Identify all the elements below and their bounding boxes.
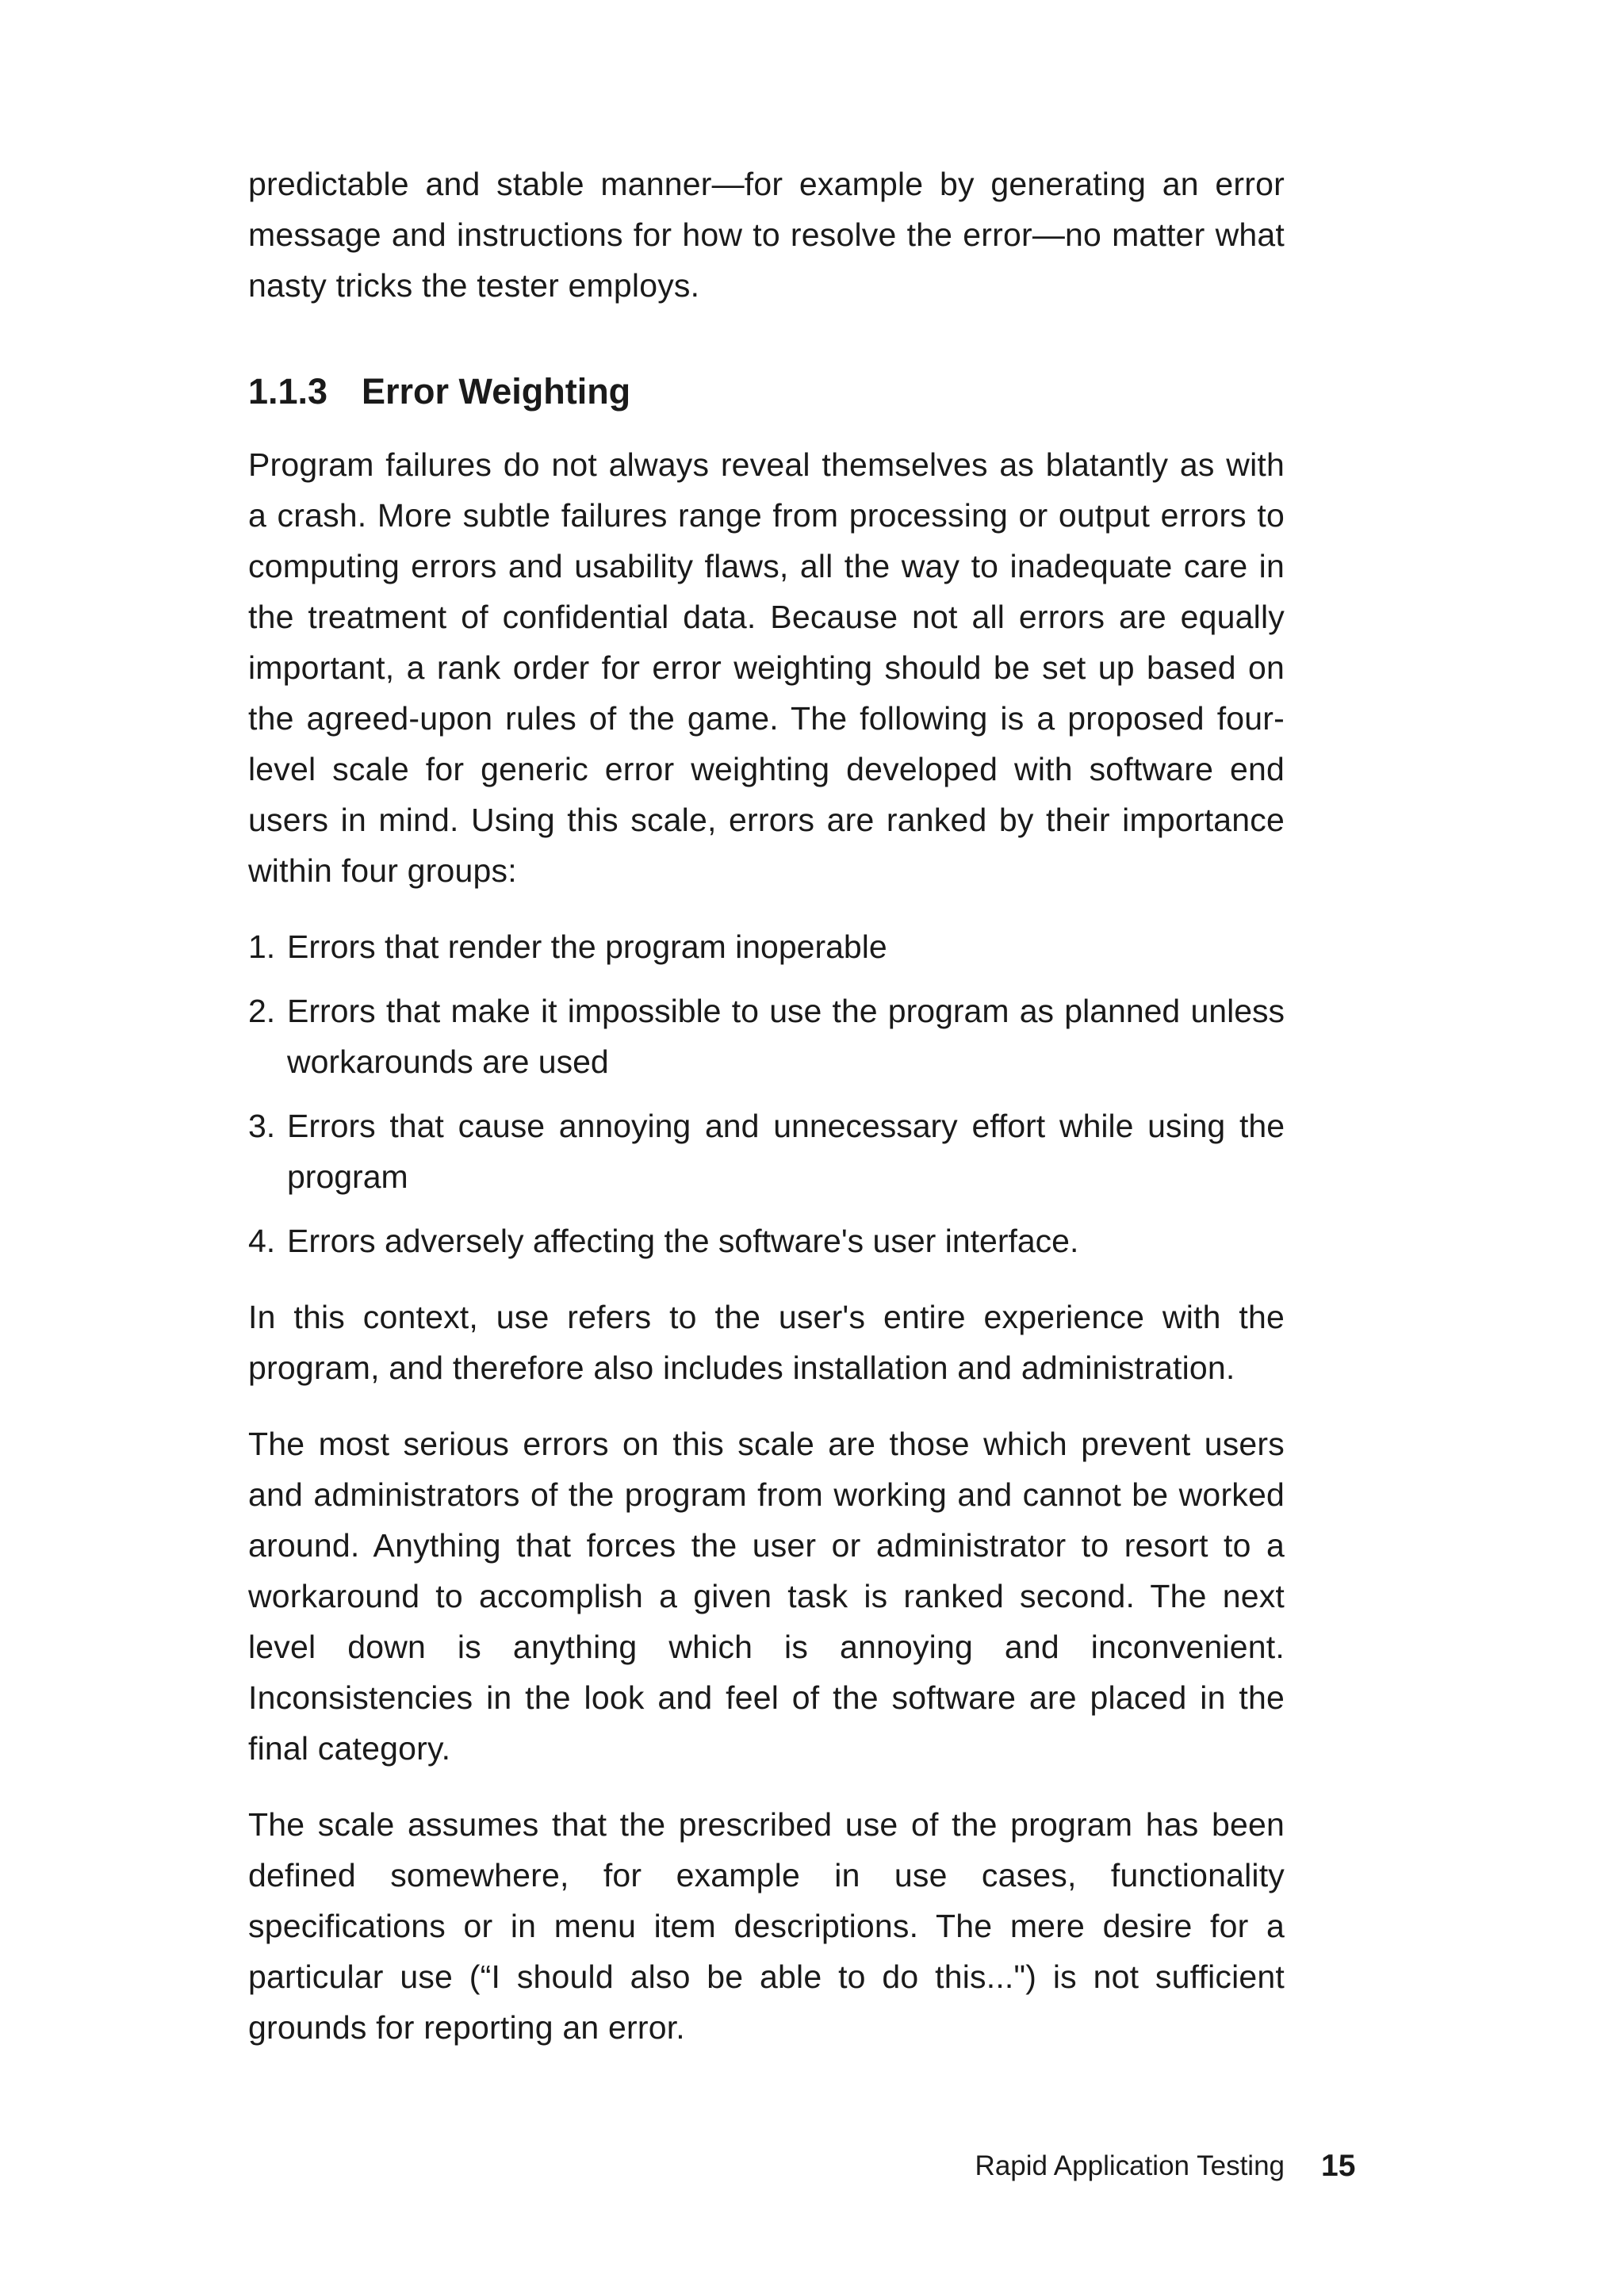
list-item bbox=[248, 1216, 1285, 1266]
list-item-number: 2. bbox=[248, 993, 276, 1029]
paragraph-context-use: In this context, use refers to the user's entire experience with the program, and therefore also includes installation and administration. bbox=[248, 1299, 1285, 1386]
list-item bbox=[248, 1101, 1285, 1202]
page-body bbox=[248, 159, 1285, 2053]
section-title: Error Weighting bbox=[362, 371, 631, 412]
list-item-text: Errors that cause annoying and unnecessary effort while using the program bbox=[287, 1108, 1285, 1195]
list-item-text: Errors that render the program inoperable bbox=[287, 928, 887, 965]
list-item-text: Errors adversely affecting the software's user interface. bbox=[287, 1223, 1079, 1259]
section-number: 1.1.3 bbox=[248, 371, 328, 412]
list-item-text: Errors that make it impossible to use the program as planned unless workarounds are used bbox=[287, 993, 1285, 1080]
running-title: Rapid Application Testing bbox=[975, 2150, 1285, 2181]
list-item-number: 4. bbox=[248, 1223, 276, 1259]
paragraph-scale-assumptions: The scale assumes that the prescribed use of the program has been defined somewhere, for example in use cases, functionality specifications or in menu item descriptions. The mere desire for a particular use (“I should also be able to do this...") is not sufficient grounds for reporting an error. bbox=[248, 1806, 1285, 2046]
list-item bbox=[248, 986, 1285, 1087]
error-weighting-list bbox=[248, 921, 1285, 1266]
page-footer bbox=[0, 2141, 1624, 2192]
page-number: 15 bbox=[1321, 2149, 1356, 2183]
intro-paragraph: predictable and stable manner—for example by generating an error message and instructions for how to resolve the error—no matter what nasty tricks the tester employs. bbox=[248, 166, 1285, 304]
paragraph-serious-errors: The most serious errors on this scale are those which prevent users and administrators of the program from working and cannot be worked around. Anything that forces the user or administrator to resort to a workaround to accomplish a given task is ranked second. The next level down is anything which is annoying and inconvenient. Inconsistencies in the look and feel of the software are placed in the final category. bbox=[248, 1426, 1285, 1767]
list-item-number: 3. bbox=[248, 1108, 276, 1144]
list-item-number: 1. bbox=[248, 928, 276, 965]
paragraph-program-failures: Program failures do not always reveal themselves as blatantly as with a crash. More subtle failures range from processing or output errors to computing errors and usability flaws, all the way to inadequate care in the treatment of confidential data. Because not all errors are equally important, a rank order for error weighting should be set up based on the agreed-upon rules of the game. The following is a proposed four-level scale for generic error weighting developed with software end users in mind. Using this scale, errors are ranked by their importance within four groups: bbox=[248, 446, 1285, 889]
section-heading bbox=[248, 368, 1285, 415]
list-item bbox=[248, 921, 1285, 972]
